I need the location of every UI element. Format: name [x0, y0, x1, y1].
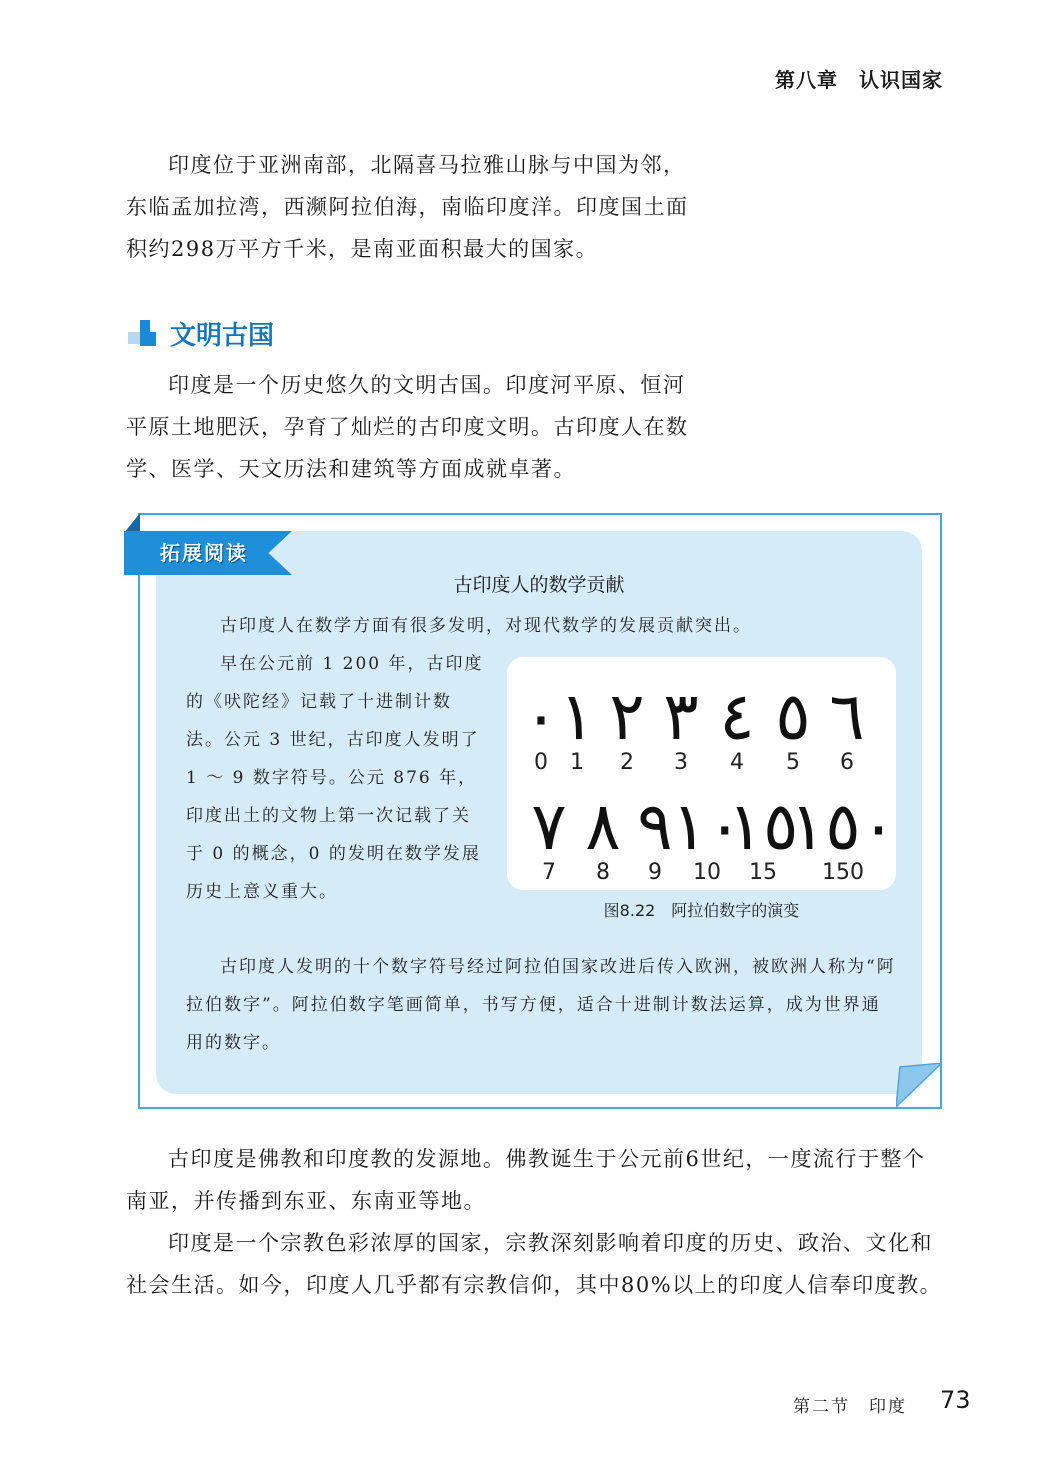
arabic-numeral-symbol: ٠ — [523, 678, 559, 755]
arabic-numeral-symbol: ٩ — [637, 788, 673, 865]
section-title: 文明古国 — [170, 320, 275, 351]
arabic-numeral-symbol: ١ — [559, 678, 595, 755]
numeral-label: 1 — [570, 750, 584, 775]
arabic-numeral-symbol: ٣ — [663, 678, 699, 755]
figure-caption: 图8.22 阿拉伯数字的演变 — [603, 901, 800, 920]
body-paragraph-2: 印度是一个宗教色彩浓厚的国家，宗教深刻影响着印度的历史、政治、文化和社会生活。如今，印度人几乎都有宗教信仰，其中80%以上的印度人信奉印度教。 — [126, 1231, 943, 1297]
intro-paragraph: 印度位于亚洲南部，北隔喜马拉雅山脉与中国为邻，东临孟加拉湾，西濒阿拉伯海，南临印度洋。印度国土面积约298万平方千米，是南亚面积最大的国家。 — [126, 153, 689, 261]
section-paragraph: 印度是一个历史悠久的文明古国。印度河平原、恒河平原土地肥沃，孕育了灿烂的古印度文明。古印度人在数学、医学、天文历法和建筑等方面成就卓著。 — [126, 373, 689, 481]
numerals-illustration — [507, 657, 896, 890]
numeral-label: 9 — [648, 860, 662, 885]
arabic-numeral-symbol: ١٥ — [727, 788, 799, 865]
arabic-numerals-figure — [507, 657, 896, 890]
body-paragraph-1: 古印度是佛教和印度教的发源地。佛教诞生于公元前6世纪，一度流行于整个南亚，并传播到东亚、东南亚等地。 — [126, 1147, 926, 1213]
numeral-label: 2 — [620, 750, 634, 775]
arabic-numeral-symbol: ٤ — [719, 678, 755, 755]
tab-fold-icon — [124, 513, 140, 533]
reading-tab-label: 拓展阅读 — [160, 541, 248, 565]
numeral-label: 6 — [840, 750, 854, 775]
arabic-numeral-symbol: ٧ — [531, 788, 567, 865]
section-heading — [128, 316, 274, 350]
reading-box-title: 古印度人的数学贡献 — [453, 574, 625, 596]
numeral-label: 150 — [822, 860, 864, 885]
arabic-numeral-symbol: ٦ — [829, 678, 865, 755]
numeral-label: 7 — [542, 860, 556, 885]
arabic-numeral-symbol: ٨ — [585, 788, 621, 865]
reading-paragraph-3: 古印度人发明的十个数字符号经过阿拉伯国家改进后传入欧洲，被欧洲人称为“阿拉伯数字”。阿拉伯数字笔画简单，书写方便，适合十进制计数法运算，成为世界通用的数字。 — [186, 957, 896, 1053]
numeral-label: 10 — [693, 860, 721, 885]
page-curl-icon — [896, 1063, 942, 1107]
numeral-label: 3 — [674, 750, 688, 775]
chapter-header: 第八章 认识国家 — [775, 68, 943, 92]
reading-paragraph-2: 早在公元前 1 200 年，古印度的《吠陀经》记载了十进制计数法。公元 3 世纪，古印度人发明了 1 ～ 9 数字符号。公元 876 年，印度出土的文物上第一次记载了关于 0 的概念，0 的发明在数学发展历史上意义重大。 — [186, 654, 484, 902]
numeral-label: 0 — [534, 750, 548, 775]
arabic-numeral-symbol: ١٠ — [671, 788, 743, 865]
footer-section-title: 第二节 印度 — [793, 1397, 907, 1417]
numeral-label: 5 — [786, 750, 800, 775]
reading-paragraph-1: 古印度人在数学方面有很多发明，对现代数学的发展贡献突出。 — [220, 616, 752, 636]
arabic-numeral-symbol: ٢ — [609, 678, 645, 755]
numeral-label: 8 — [596, 860, 610, 885]
arabic-numeral-symbol: ١٥٠ — [789, 788, 896, 865]
numeral-label: 15 — [749, 860, 777, 885]
section-marker-icon — [128, 318, 160, 348]
numeral-label: 4 — [730, 750, 744, 775]
page-number: 73 — [940, 1386, 971, 1414]
arabic-numeral-symbol: ٥ — [775, 678, 811, 755]
